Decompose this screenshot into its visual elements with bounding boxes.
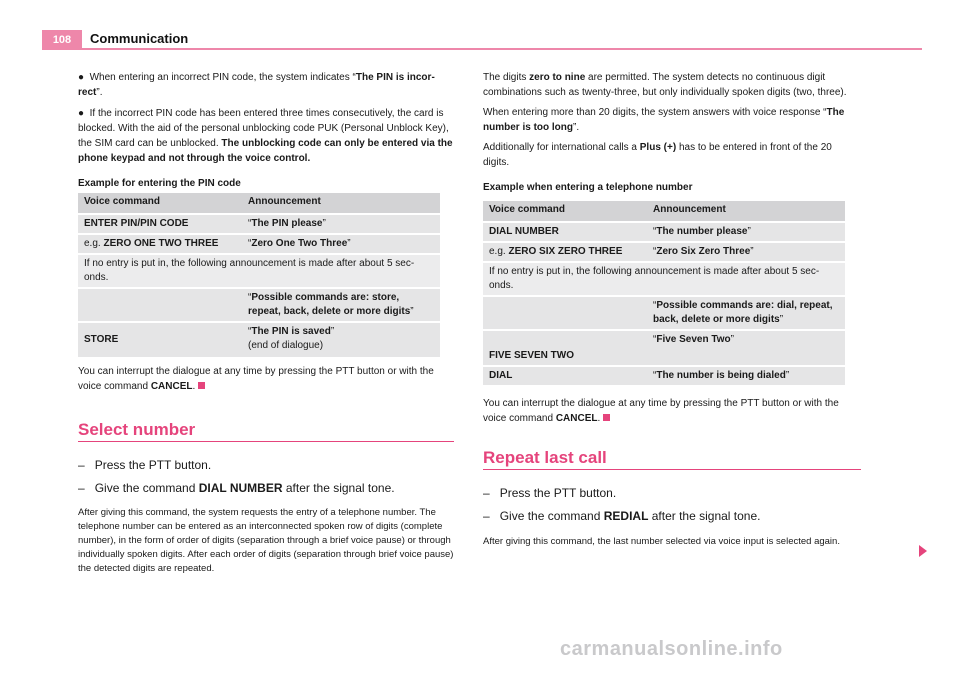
step-item: – Give the command REDIAL after the signal tone. xyxy=(483,509,761,523)
table-header-row xyxy=(483,201,845,221)
voice-command-cell xyxy=(78,289,242,321)
page-number: 108 xyxy=(42,30,82,50)
cancel-paragraph: You can interrupt the dialogue at any time by pressing the PTT button or with the voice command CANCEL. xyxy=(78,366,434,392)
table-row xyxy=(483,367,845,385)
right-column xyxy=(483,70,859,195)
voice-command-cell: DIAL NUMBER xyxy=(483,223,647,241)
bullet-dot-icon: ● xyxy=(78,72,85,83)
table-note-row xyxy=(483,263,845,295)
step-item: – Press the PTT button. xyxy=(78,458,212,472)
announcement-cell: “Zero Six Zero Three” xyxy=(647,243,845,261)
bullet-blocked-card: ● If the incorrect PIN code has been entered three times consecutively, the card is blocked. With the aid of the personal unblocking code PUK (Personal Unblock Key), the SIM card can be unblocked. The unblocking code can only be entered via the phone keypad and not through the voice control. xyxy=(78,108,453,164)
step-item: – Press the PTT button. xyxy=(483,486,617,500)
table-row xyxy=(483,223,845,241)
table-header-row xyxy=(78,193,440,213)
international-paragraph: Additionally for international calls a Plus (+) has to be entered in front of the 20 digits. xyxy=(483,142,832,168)
voice-command-cell: STORE xyxy=(78,323,242,357)
table-row xyxy=(483,297,845,329)
table-header-cell: Announcement xyxy=(242,193,440,213)
table-header-cell: Announcement xyxy=(647,201,845,221)
note-cell: If no entry is put in, the following announcement is made after about 5 seconds. xyxy=(78,255,440,287)
announcement-cell: “Possible commands are: store, repeat, back, delete or more digits” xyxy=(242,289,440,321)
bullet-incorrect-pin: ● When entering an incorrect PIN code, the system indicates “The PIN is incorrect”. xyxy=(78,72,435,98)
voice-command-cell: DIAL xyxy=(483,367,647,385)
left-column xyxy=(78,70,454,191)
announcement-cell: “The number please” xyxy=(647,223,845,241)
next-page-arrow-icon[interactable] xyxy=(919,545,927,557)
step-list xyxy=(483,485,859,524)
announcement-cell: “Zero One Two Three” xyxy=(242,235,440,253)
voice-command-cell: ENTER PIN/PIN CODE xyxy=(78,215,242,233)
section-divider xyxy=(483,469,861,470)
number-example-table xyxy=(483,199,845,387)
table-row xyxy=(78,289,440,321)
note-cell: If no entry is put in, the following announcement is made after about 5 seconds. xyxy=(483,263,845,295)
section-title-repeat-last-call: Repeat last call xyxy=(483,448,607,467)
end-of-section-icon xyxy=(603,414,610,421)
table-row xyxy=(483,243,845,261)
table-note-row xyxy=(78,255,440,287)
announcement-cell: “Possible commands are: dial, repeat, back, delete or more digits” xyxy=(647,297,845,329)
voice-command-cell: e.g. ZERO SIX ZERO THREE xyxy=(483,243,647,261)
table-header-cell: Voice command xyxy=(483,201,647,221)
table-row xyxy=(78,215,440,233)
cancel-paragraph: You can interrupt the dialogue at any time by pressing the PTT button or with the voice command CANCEL. xyxy=(483,398,839,424)
digits-paragraph: The digits zero to nine are permitted. The system detects no continuous digit combinations such as twenty-three, but only individually spoken digits (two, three). xyxy=(483,72,847,98)
end-of-section-icon xyxy=(198,382,205,389)
announcement-cell: “Five Seven Two” xyxy=(647,331,845,365)
step-item: – Give the command DIAL NUMBER after the signal tone. xyxy=(78,481,395,495)
example-heading: Example when entering a telephone number xyxy=(483,182,693,193)
section-title-select-number: Select number xyxy=(78,420,196,439)
table-row xyxy=(78,235,440,253)
voice-command-cell: FIVE SEVEN TWO xyxy=(483,331,647,365)
announcement-cell: “The PIN please” xyxy=(242,215,440,233)
voice-command-cell: e.g. ZERO ONE TWO THREE xyxy=(78,235,242,253)
repeat-call-description: After giving this command, the last number selected via voice input is selected again. xyxy=(483,536,840,547)
voice-command-cell xyxy=(483,297,647,329)
table-row xyxy=(78,323,440,357)
table-row xyxy=(483,331,845,365)
table-header-cell: Voice command xyxy=(78,193,242,213)
too-long-paragraph: When entering more than 20 digits, the system answers with voice response “The number is too long”. xyxy=(483,107,845,133)
example-heading: Example for entering the PIN code xyxy=(78,178,241,189)
bullet-dot-icon: ● xyxy=(78,108,85,119)
step-list xyxy=(78,457,454,496)
section-divider xyxy=(78,441,454,442)
announcement-cell: “The PIN is saved” (end of dialogue) xyxy=(242,323,440,357)
announcement-cell: “The number is being dialed” xyxy=(647,367,845,385)
pin-example-table xyxy=(78,191,440,359)
select-number-description: After giving this command, the system requests the entry of a telephone number. The telephone number can be entered as an interconnected spoken row of digits (complete number), in the form of order of digits (separation through a brief voice pause) or through individually spoken digits. After each order of digits (separation through brief voice pause) the detected digits are repeated. xyxy=(78,507,454,574)
header-divider xyxy=(42,48,922,50)
chapter-title: Communication xyxy=(90,31,189,46)
watermark: carmanualsonline.info xyxy=(560,638,783,660)
